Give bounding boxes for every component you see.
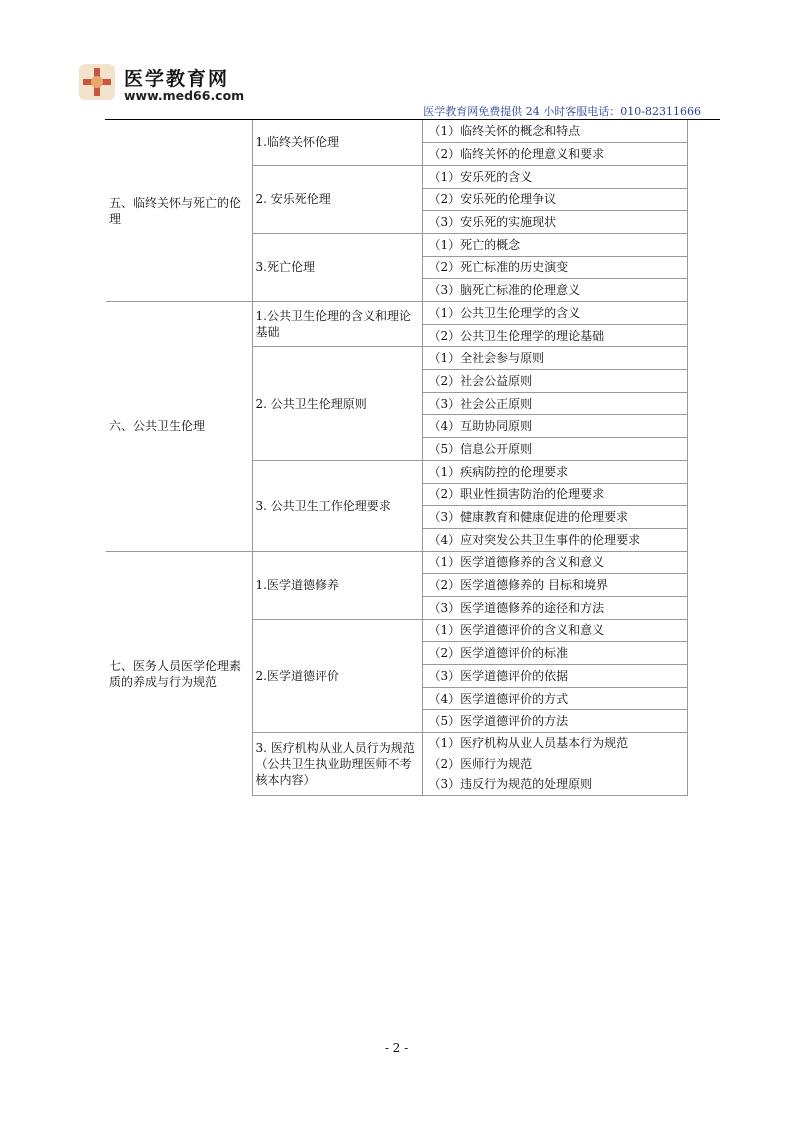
list-item: （2）临终关怀的伦理意义和要求 (422, 143, 687, 166)
section-title: 五、临终关怀与死亡的伦理 (109, 195, 242, 226)
unit-name: 1.医学道德修养 (252, 551, 422, 619)
list-item: （5）医学道德评价的方法 (422, 710, 687, 733)
list-item: （4）应对突发公共卫生事件的伦理要求 (422, 528, 687, 551)
unit-name: 3. 公共卫生工作伦理要求 (252, 460, 422, 551)
list-item: （1）医学道德修养的含义和意义 (422, 551, 687, 574)
logo-url: www.med66.com (124, 88, 245, 103)
list-item: （5）信息公开原则 (422, 438, 687, 461)
unit-name: 3.死亡伦理 (252, 233, 422, 301)
section-title: 七、医务人员医学伦理素质的养成与行为规范 (106, 551, 252, 796)
header-contact: 医学教育网免费提供 24 小时客服电话：010-82311666 (423, 105, 701, 118)
list-item: （2）安乐死的伦理争议 (422, 188, 687, 211)
list-item: （1）疾病防控的伦理要求 (422, 460, 687, 483)
list-item: （2）公共卫生伦理学的理论基础 (422, 324, 687, 347)
list-item: （2）医师行为规范 (422, 754, 687, 774)
list-item: （3）违反行为规范的处理原则 (422, 774, 687, 796)
table-row (106, 302, 687, 325)
list-item: （2）社会公益原则 (422, 370, 687, 393)
list-item: （1）医学道德评价的含义和意义 (422, 619, 687, 642)
list-item: （4）互助协同原则 (422, 415, 687, 438)
list-item: （3）健康教育和健康促进的伦理要求 (422, 506, 687, 529)
page-number: - 2 - (384, 1041, 409, 1055)
unit-name: 2. 安乐死伦理 (252, 165, 422, 233)
list-item: （1）医疗机构从业人员基本行为规范 (422, 733, 687, 754)
table-row (106, 551, 687, 574)
logo-title: 医学教育网 (124, 68, 230, 90)
syllabus-table (106, 120, 688, 796)
list-item: （2）医学道德评价的标准 (422, 642, 687, 665)
list-item: （4）医学道德评价的方式 (422, 687, 687, 710)
logo-emblem-icon (77, 62, 117, 102)
list-item: （3）安乐死的实施现状 (422, 211, 687, 234)
list-item: （2）职业性损害防治的伦理要求 (422, 483, 687, 506)
list-item: （3）社会公正原则 (422, 392, 687, 415)
list-item: （1）死亡的概念 (422, 233, 687, 256)
list-item: （1）临终关怀的概念和特点 (422, 120, 687, 143)
unit-name: 1.临终关怀伦理 (252, 120, 422, 165)
list-item: （1）全社会参与原则 (422, 347, 687, 370)
list-item: （3）脑死亡标准的伦理意义 (422, 279, 687, 302)
list-item: （2）医学道德修养的 目标和境界 (422, 574, 687, 597)
section-title: 六、公共卫生伦理 (106, 302, 252, 552)
table-row (106, 120, 687, 143)
logo (77, 62, 252, 108)
unit-name: 3. 医疗机构从业人员行为规范（公共卫生执业助理医师不考核本内容） (252, 733, 422, 796)
unit-name: 1.公共卫生伦理的含义和理论基础 (252, 302, 422, 347)
list-item: （1）安乐死的含义 (422, 165, 687, 188)
list-item: （3）医学道德评价的依据 (422, 665, 687, 688)
unit-name: 2. 公共卫生伦理原则 (252, 347, 422, 460)
list-item: （2）死亡标准的历史演变 (422, 256, 687, 279)
list-item: （1）公共卫生伦理学的含义 (422, 302, 687, 325)
unit-name: 2.医学道德评价 (252, 619, 422, 732)
list-item: （3）医学道德修养的途径和方法 (422, 596, 687, 619)
